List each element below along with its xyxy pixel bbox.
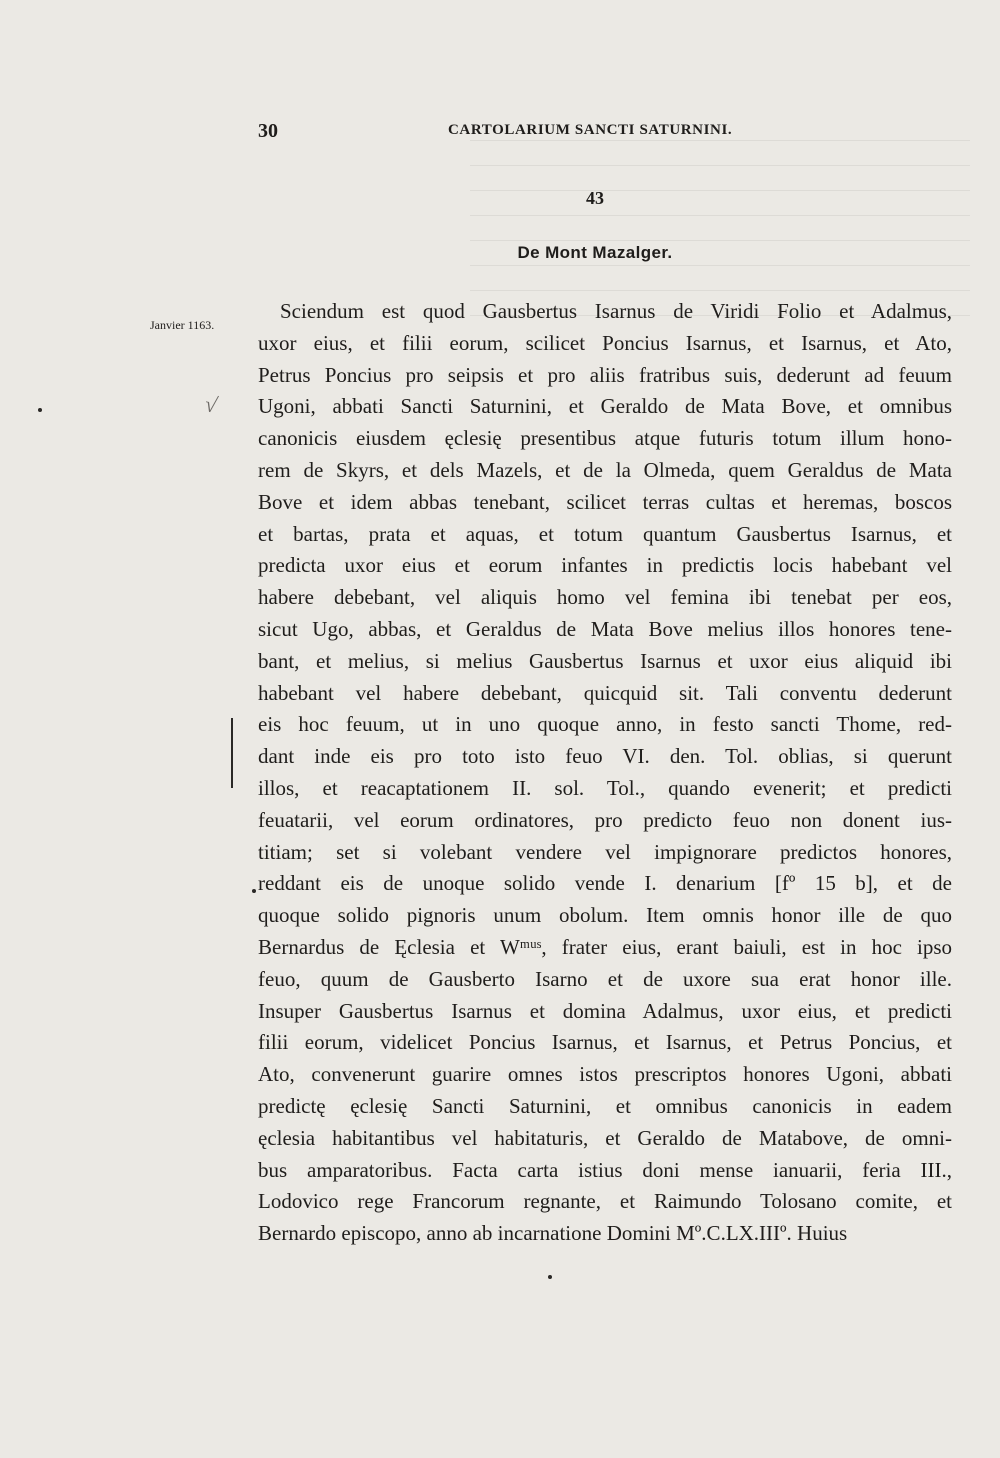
- body-line: Bernardo episcopo, anno ab incarnatione Domini Mº.C.LX.IIIº. Huius: [258, 1221, 848, 1246]
- body-line: rem de Skyrs, et dels Mazels, et de la Olmeda, quem Geraldus de Mata: [258, 457, 952, 482]
- body-line: predictę ęclesię Sancti Saturnini, et omnibus canonicis in eadem: [258, 1093, 952, 1118]
- body-line: quoque solido pignoris unum obolum. Item omnis honor ille de quo: [258, 903, 952, 928]
- body-line: titiam; set si volebant vendere vel impignorare predictos honores,: [258, 839, 952, 864]
- charter-body: [258, 296, 952, 1250]
- body-line: Bove et idem abbas tenebant, scilicet terras cultas et heremas, boscos: [258, 489, 952, 514]
- body-line: habebant vel habere debebant, quicquid sit. Tali conventu dederunt: [258, 680, 952, 705]
- body-line: Bernardus de Ęclesia et Wᵐᵘˢ, frater eius, erant baiuli, est in hoc ipso: [258, 934, 952, 959]
- check-mark-icon: √: [202, 391, 220, 418]
- body-line: canonicis eiusdem ęclesię presentibus atque futuris totum illum hono-: [258, 426, 952, 451]
- body-line: illos, et reacaptationem II. sol. Tol., quando evenerit; et predicti: [258, 775, 952, 800]
- margin-pencil-line: [231, 718, 233, 788]
- body-line: feuatarii, vel eorum ordinatores, pro predicto feuo non donent ius-: [258, 807, 952, 832]
- margin-date-note: Janvier 1163.: [150, 318, 215, 332]
- body-line: uxor eius, et filii eorum, scilicet Poncius Isarnus, et Isarnus, et Ato,: [258, 330, 952, 355]
- body-line: reddant eis de unoque solido vende I. denarium [fº 15 b], et de: [258, 871, 952, 896]
- ink-speck: [252, 889, 256, 893]
- body-line: bus amparatoribus. Facta carta istius doni mense ianuarii, feria III.,: [258, 1157, 952, 1182]
- body-line: Insuper Gausbertus Isarnus et domina Adalmus, uxor eius, et predicti: [258, 998, 952, 1023]
- body-line: Petrus Poncius pro seipsis et pro aliis fratribus suis, dederunt ad feuum: [258, 362, 952, 387]
- body-line: filii eorum, videlicet Poncius Isarnus, et Isarnus, et Petrus Poncius, et: [258, 1030, 952, 1055]
- body-line: Ugoni, abbati Sancti Saturnini, et Geraldo de Mata Bove, et omnibus: [258, 394, 952, 419]
- ink-speck: [548, 1275, 552, 1279]
- body-line: feuo, quum de Gausberto Isarno et de uxore sua erat honor ille.: [258, 966, 952, 991]
- body-line: Ato, convenerunt guarire omnes istos prescriptos honores Ugoni, abbati: [258, 1062, 952, 1087]
- body-line: Sciendum est quod Gausbertus Isarnus de Viridi Folio et Adalmus,: [280, 299, 952, 323]
- running-title: CARTOLARIUM SANCTI SATURNINI.: [448, 122, 733, 138]
- body-line: predicta uxor eius et eorum infantes in predictis locis habebant vel: [258, 553, 952, 578]
- body-line: habere debebant, vel aliquis homo vel femina ibi tenebat per eos,: [258, 585, 952, 610]
- body-line: Lodovico rege Francorum regnante, et Raimundo Tolosano comite, et: [258, 1189, 952, 1214]
- body-line: sicut Ugo, abbas, et Geraldus de Mata Bove melius illos honores tene-: [258, 616, 952, 641]
- charter-title: De Mont Mazalger.: [517, 243, 673, 262]
- charter-number: 43: [586, 188, 604, 208]
- page-number: 30: [258, 120, 278, 142]
- body-line: ęclesia habitantibus vel habitaturis, et Geraldo de Matabove, de omni-: [258, 1125, 952, 1150]
- body-line: bant, et melius, si melius Gausbertus Isarnus et uxor eius aliquid ibi: [258, 648, 952, 673]
- ink-speck: [38, 408, 42, 412]
- running-header: [258, 120, 948, 150]
- body-line: et bartas, prata et aquas, et totum quantum Gausbertus Isarnus, et: [258, 521, 952, 546]
- body-line: eis hoc feuum, ut in uno quoque anno, in festo sancti Thome, red-: [258, 712, 952, 737]
- body-line: dant inde eis pro toto isto feuo VI. den. Tol. oblias, si querunt: [258, 744, 952, 769]
